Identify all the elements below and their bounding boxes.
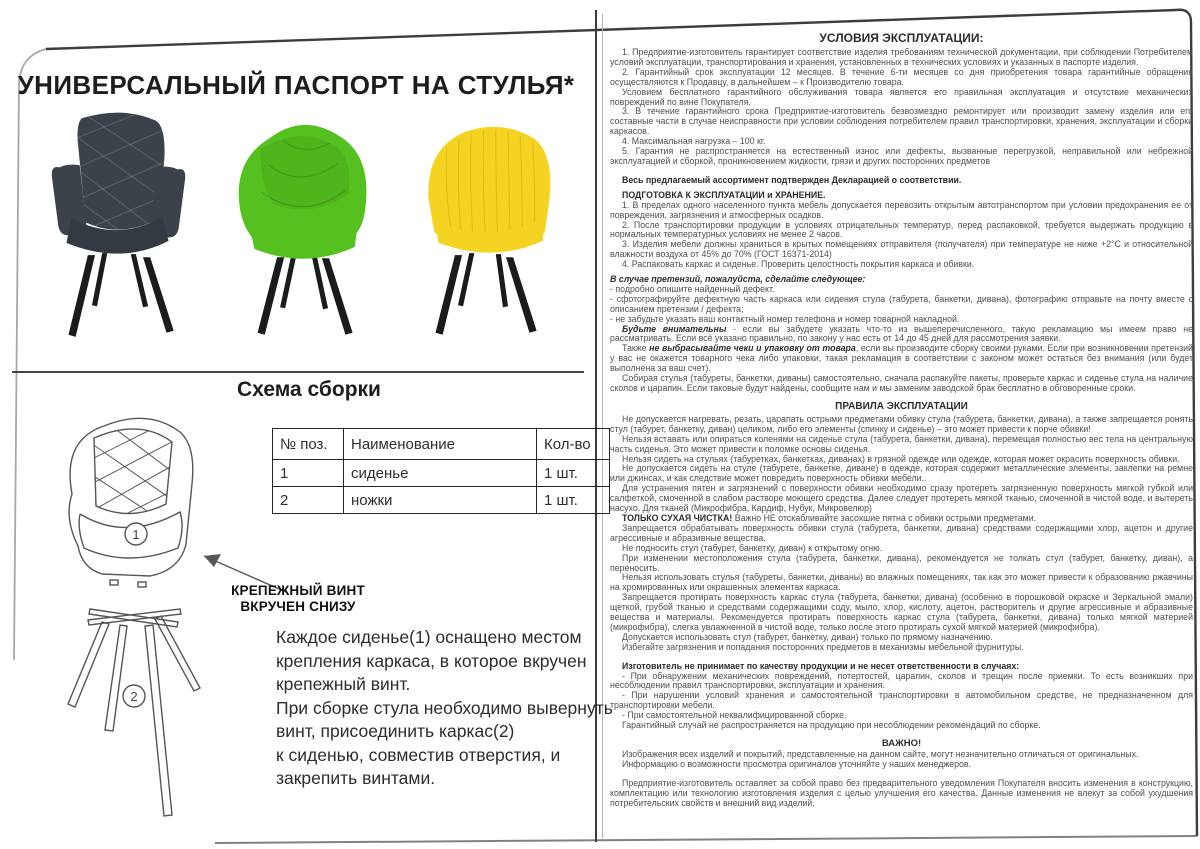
- paragraph: - При нарушении условий хранения и самостоятельной транспортировки в автомобильном средстве, не предназначенном для транспортировки мебели.: [610, 690, 1193, 711]
- chair-photo-green: [211, 104, 391, 344]
- instruction-line: Каждое сиденье(1) оснащено местом: [276, 627, 582, 647]
- paragraph: [610, 325, 1193, 345]
- instruction-line: крепежный винт.: [276, 674, 411, 694]
- paragraph: Не подносить стул (табурет, банкетку, диван) к открытому огню.: [622, 542, 883, 553]
- chair-photo-graphite: [28, 104, 208, 344]
- instruction-line: закрепить винтами.: [276, 768, 436, 788]
- left-section-divider: [12, 371, 584, 373]
- terms-text-column: [610, 31, 1193, 809]
- paragraph: - При обнаружении механических повреждений, потертостей, царапин, сколов и трещин после приемки. То есть возникших при несоблюдении правил транспортировки, эксплуатации и хранения.: [610, 670, 1193, 691]
- spacer: [610, 731, 1193, 736]
- part-label-2: 2: [130, 689, 138, 704]
- instruction-line: винт, присоединить каркас(2): [276, 721, 515, 741]
- instruction-line: к сиденью, совместив отверстия, и: [276, 744, 561, 765]
- text-run: Важно НЕ отскабливайте засохшие пятна с обивки острыми предметами.: [732, 512, 1037, 523]
- paragraph: Собирая стулья (табуреты, банкетки, диваны) самостоятельно, сначала распакуйте пакеты, проверьте каркас и сиденье стула на наличие сколов и царапин. Если таковые будут найдены, сообщите нам и мы заменим заводской брак бесплатно в обговоренные сроки.: [610, 373, 1193, 393]
- header-name: Наименование: [344, 429, 537, 460]
- paragraph: 1. Предприятие-изготовитель гарантирует соответствие изделия требованиям технической документации, при соблюдении Потребителем условий эксплуатации, транспортирования и хранения, установленных в технических условиях и указанных в паспорте изделия.: [610, 47, 1193, 67]
- paragraph: Избегайте загрязнения и попадания посторонних предметов в механизмы мебельной фурнитуры.: [622, 641, 1024, 652]
- paragraph: 2. Гарантийный срок эксплуатации 12 месяцев. В течение 6-ти месяцев со дня приобретения товара гарантийные обращения осуществляются к Продавцу, в дальнейшем – к Производителю товара.: [610, 66, 1193, 87]
- parts-table-row: [273, 487, 610, 514]
- paragraph: - не забудьте указать ваш контактный номер телефона и номер товарной накладной.: [610, 313, 960, 324]
- paragraph: Для устранения пятен и загрязнений с поверхности обивки необходимо сразу протереть загрязненную поверхность мягкой губкой или салфеткой, смоченной в слабом растворе моющего средства. Далее следует протереть мягкой тканью, смоченной в чистой воде, и вытереть насухо. Для тканей (Микрофибра, Кардиф, Нубук, Микровелюр): [610, 483, 1193, 514]
- paragraph: Допускается использовать стул (табурет, банкетку, диван) только по прямому назначению.: [622, 631, 993, 642]
- paragraph: Гарантийный случай не распространяется на продукцию при несоблюдении рекомендаций по сборке.: [622, 720, 1041, 731]
- paragraph: 5. Гарантия не распространяется на естественный износ или дефекты, вызванные перегрузкой, неправильной или небрежной эксплуатацией и сборкой, проникновением жидкости, грязи и других посторонних предметов: [610, 146, 1193, 166]
- chair-photos: [28, 104, 573, 346]
- parts-table-cell: 1 шт.: [537, 460, 610, 487]
- text-run: Будьте внимательны: [622, 323, 727, 334]
- spacer: [610, 394, 1193, 399]
- parts-table-row: [273, 460, 610, 487]
- paragraph: Запрещается протирать поверхность каркас стула (табурета, банкетки, дивана) (особенно в порошковой окраске и Зеркальной эмали) щеткой, грубой тканью и средствами содержащими соду, мыло, хлор, кислоту, ацетон, растворитель и другие агрессивные и абразивные вещества и материалы. Рекомендуется протирать поверхность каркас стула (табурета, банкетки, дивана) только мягкой материей (микрофибра), слегка увлажненной в чистой воде, только после этого протирать сухой мягкой материей (микрофибра).: [610, 592, 1193, 632]
- parts-table-cell: 1 шт.: [537, 487, 610, 514]
- parts-table-cell: 1: [273, 460, 344, 487]
- section-heading: ВАЖНО!: [881, 738, 922, 749]
- paragraph: 4. Распаковать каркас и сиденье. Проверить целостность покрытия каркаса и обивки.: [622, 259, 975, 270]
- paragraph: 3. В течение гарантийного срока Предприятие-изготовитель безвозмездно ремонтирует или производит замену изделия или его составные части в случае неисправности при условии соблюдения потребителем правил транспортировки, хранения, эксплуатации и сборки каркасов.: [610, 106, 1193, 137]
- parts-table-header-row: [273, 429, 610, 460]
- page-title: УНИВЕРСАЛЬНЫЙ ПАСПОРТ НА СТУЛЬЯ*: [17, 70, 575, 100]
- paragraph: - подробно опишите найденный дефект.: [610, 283, 775, 294]
- text-run: ТОЛЬКО СУХАЯ ЧИСТКА!: [622, 512, 733, 523]
- section-heading: ПОДГОТОВКА К ЭКСПЛУАТАЦИИ и ХРАНЕНИЕ.: [622, 189, 826, 200]
- paragraph: Запрещается обрабатывать поверхность обивки стула (табурета, банкетки, дивана) средствами содержащими хлор, ацетон и другие агрессивные и абразивные вещества.: [610, 522, 1193, 543]
- paragraph: 4. Максимальная нагрузка – 100 кг.: [622, 136, 766, 147]
- section-heading: Изготовитель не принимает по качеству продукции и не несет ответственности в случаях:: [622, 660, 1020, 671]
- paragraph: Условием бесплатного гарантийного обслуживания товара является его правильная эксплуатация и отсутствие механических повреждений по вине Покупателя.: [610, 86, 1193, 107]
- section-heading: ПРАВИЛА ЭКСПЛУАТАЦИИ: [835, 400, 968, 412]
- callout-line-2: ВКРУЧЕН СНИЗУ: [240, 599, 356, 614]
- paragraph: - При самостоятельной неквалифицированной сборке.: [622, 710, 847, 721]
- paragraph: - сфотографируйте дефектную часть каркаса или сидения стула (табурета, банкетки, дивана), фотографию отправьте на почту вместе с описанием претензии / дефекта;: [610, 293, 1193, 314]
- paragraph: Нельзя использовать стулья (табуреты, банкетки, диваны) во влажных помещениях, так как это может привести к образованию ржавчины на хромированных или окрашенных элементах каркаса.: [610, 572, 1193, 593]
- text-run: , если вы производите сборку своими руками. Если при возникновении претензий у вас не окажется товарного чека либо упаковки, такая рекламация в соответствии с законом может остаться без внимания (или будет выполнена за ваш счет).: [610, 343, 1193, 374]
- paragraph: Предприятие-изготовитель оставляет за собой право без предварительного уведомления Покупателя вносить изменения в конструкцию, комплектацию или технологию изготовления изделия с целью улучшения его качества. Данные изменения не влекут за собой ухудшения потребительских свойств и внешний вид изделий.: [610, 777, 1193, 808]
- fixing-screw-callout: [208, 583, 388, 615]
- chair-photo-yellow: [393, 104, 573, 344]
- paragraph: Изображения всех изделий и покрытий, представленные на данном сайте, могут незначительно отличаться от оригинальных.: [622, 749, 1139, 759]
- paragraph: Не допускается нагревать, резать, царапать острыми предметами обивку стула (табурета, банкетки, дивана), а также запрещается ронять стул (табурет, банкетку, диван) целиком, либо его элементы (спинку и сиденье) – это может привести к порче обивки!: [610, 413, 1193, 434]
- parts-table-cell: сиденье: [344, 460, 537, 487]
- callout-line-1: КРЕПЕЖНЫЙ ВИНТ: [231, 583, 365, 598]
- paragraph: Не допускается сидеть на стуле (табурете, банкетке, диване) в одежде, которая содержит металлические элементы, заклепки на ремне или джинсах, и как следствие может повредить поверхность обивки мебели..: [610, 463, 1193, 484]
- paragraph: Нельзя вставать или опираться коленями на сиденье стула (табурета, банкетки, дивана), перемещая полностью вес тела на центральную часть сиденья. Это может привести к поломке основы сиденья.: [610, 433, 1193, 454]
- header-position: № поз.: [273, 429, 344, 460]
- text-run: не выбрасывайте чеки и упаковку от товара: [649, 343, 856, 354]
- paragraph: 1. В пределах одного населенного пункта мебель допускается перевозить открытым автотранспортом при условии предохранения ее от повреждения, загрязнения и атмосферных осадков.: [610, 199, 1193, 220]
- instruction-line: При сборке стула необходимо вывернуть: [276, 697, 613, 718]
- header-quantity: Кол-во: [537, 429, 610, 460]
- paragraph: [610, 344, 1193, 374]
- part-label-1: 1: [132, 527, 140, 542]
- parts-table: [272, 428, 610, 514]
- parts-table-cell: 2: [273, 487, 344, 514]
- paragraph: 3. Изделия мебели должны храниться в крытых помещениях отправителя (получателя) при температуре не ниже +2°С и относительной влажности воздуха от 45% до 70% (ГОСТ 16371-2014): [610, 239, 1193, 260]
- parts-table-cell: ножки: [344, 487, 537, 514]
- assembly-instructions: [276, 626, 613, 791]
- paragraph: При изменении местоположения стула (табурета, банкетки, дивана), рекомендуется не толкать стул (табурет, банкетку, диван), а переносить.: [610, 552, 1193, 573]
- paragraph: Нельзя сидеть на стульях (табуретках, банкетках, диванах) в грязной одежде или одежде, которая может окрасить поверхность обивки.: [622, 453, 1180, 464]
- assembly-scheme-heading: Схема сборки: [237, 378, 381, 401]
- text-run: - если вы забудете указать что-то из вышеперечисленного, такую рекламацию мы имеем право не рассматривать. Если всё указано правильно, по закону у нас есть от 14 до 45 дней для рассмотрения заявки.: [610, 323, 1193, 344]
- section-heading: УСЛОВИЯ ЭКСПЛУАТАЦИИ:: [819, 31, 984, 45]
- paragraph: Весь предлагаемый ассортимент подтвержден Декларацией о соответствии.: [622, 174, 962, 185]
- paragraph: Информацию о возможности просмотра оригиналов уточняйте у наших менеджеров.: [622, 758, 972, 769]
- text-run: Также: [622, 343, 650, 354]
- instruction-line: крепления каркаса, в которое вкручен: [276, 650, 587, 671]
- text-run: В случае претензий, пожалуйста, сделайте следующее:: [610, 274, 866, 285]
- paragraph: 2. После транспортировки продукции в условиях отрицательных температур, перед распаковкой, требуется выдержать продукцию в нормальных температурных условиях не менее 2 часов.: [610, 219, 1193, 240]
